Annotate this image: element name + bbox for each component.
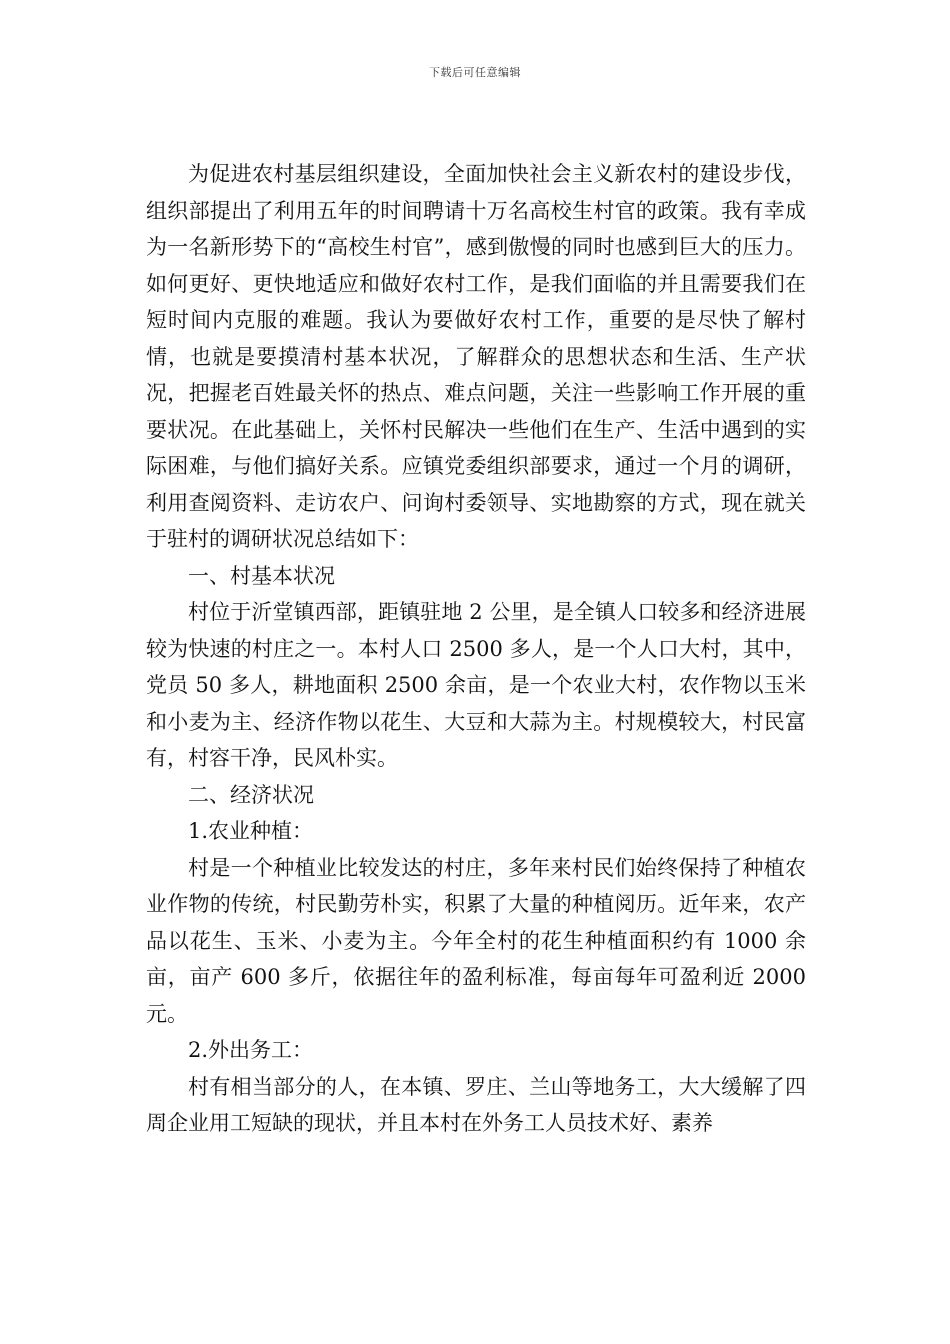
- document-body: [146, 156, 806, 1142]
- section-heading-economy: 二、经济状况: [188, 782, 314, 807]
- page-header: 下载后可任意编辑: [429, 66, 521, 79]
- migrant-work-paragraph: 村有相当部分的人，在本镇、罗庄、兰山等地务工，大大缓解了四周企业用工短缺的现状，并且本村在外务工人员技术好、素养: [146, 1074, 806, 1135]
- section-heading-basic: 一、村基本状况: [188, 563, 335, 588]
- agriculture-paragraph: 村是一个种植业比较发达的村庄，多年来村民们始终保持了种植农业作物的传统，村民勤劳朴实，积累了大量的种植阅历。近年来，农产品以花生、玉米、小麦为主。今年全村的花生种植面积约有 1000 余亩，亩产 600 多斤，依据往年的盈利标准，每亩每年可盈利近 2000 元。: [146, 855, 806, 1026]
- intro-paragraph: 为促进农村基层组织建设，全面加快社会主义新农村的建设步伐，组织部提出了利用五年的时间聘请十万名高校生村官的政策。我有幸成为一名新形势下的“高校生村官”，感到傲慢的同时也感到巨大的压力。如何更好、更快地适应和做好农村工作，是我们面临的并且需要我们在短时间内克服的难题。我认为要做好农村工作，重要的是尽快了解村情，也就是要摸清村基本状况，了解群众的思想状态和生活、生产状况，把握老百姓最关怀的热点、难点问题，关注一些影响工作开展的重要状况。在此基础上，关怀村民解决一些他们在生产、生活中遇到的实际困难，与他们搞好关系。应镇党委组织部要求，通过一个月的调研，利用查阅资料、走访农户、问询村委领导、实地勘察的方式，现在就关于驻村的调研状况总结如下：: [146, 162, 806, 551]
- subheading-agriculture: 1.农业种植：: [188, 819, 314, 843]
- subheading-migrant-work: 2.外出务工：: [188, 1038, 314, 1062]
- basic-status-paragraph: 村位于沂堂镇西部，距镇驻地 2 公里，是全镇人口较多和经济进展较为快速的村庄之一。本村人口 2500 多人，是一个人口大村，其中，党员 50 多人，耕地面积 2500 余亩，是一个农业大村，农作物以玉米和小麦为主、经济作物以花生、大豆和大蒜为主。村规模较大，村民富有，村容干净，民风朴实。: [146, 600, 806, 770]
